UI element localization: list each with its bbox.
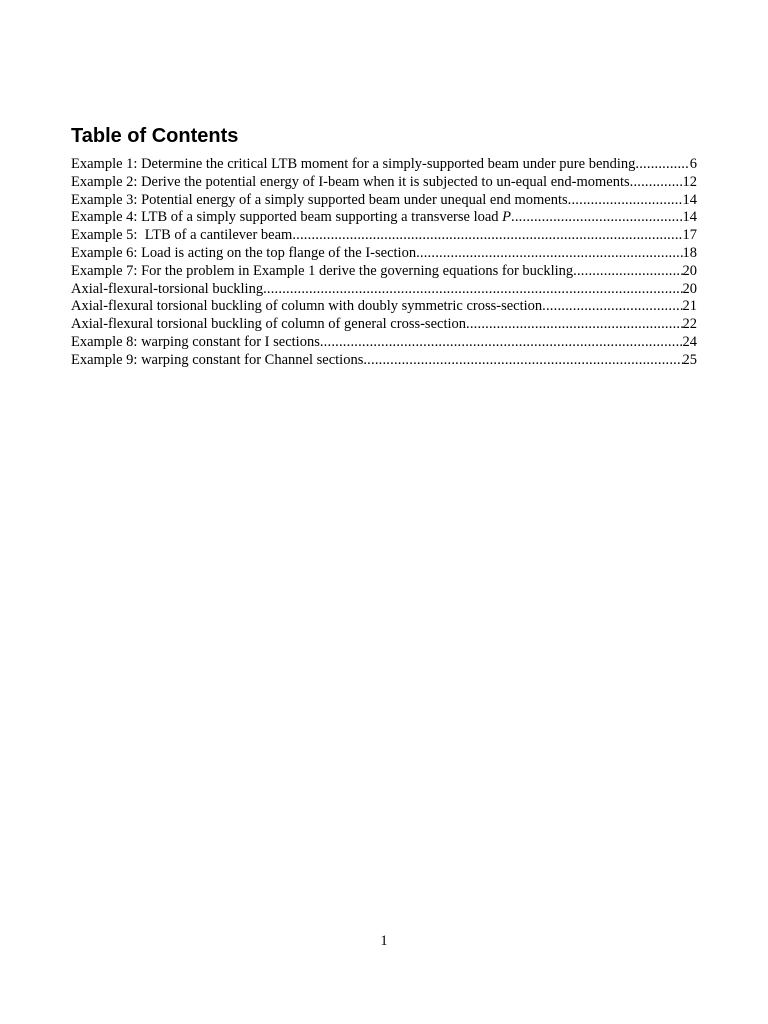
toc-dot-leader <box>511 209 682 227</box>
toc-entry-label: Axial-flexural-torsional buckling <box>71 280 264 297</box>
toc-entry-label: Example 1: Determine the critical LTB moment for a simply-supported beam under pure bending <box>71 156 636 172</box>
toc-entry-example-1[interactable] <box>71 156 697 174</box>
toc-entry-page: 20 <box>682 262 697 279</box>
toc-entry-label-text: Example 4: LTB of a simply supported beam supporting a transverse load <box>71 209 503 226</box>
toc-entry-doubly-symmetric-column[interactable] <box>71 298 697 316</box>
toc-dot-leader <box>416 245 682 263</box>
toc-dot-leader <box>573 263 682 281</box>
toc-entry-label-italic: P <box>502 209 512 226</box>
toc-entry-page: 24 <box>682 333 697 350</box>
toc-entry-label: Example 6: Load is acting on the top flange of the I-section <box>71 244 417 261</box>
page-number: 1 <box>380 933 388 949</box>
toc-entry-general-cross-section-column[interactable] <box>71 316 697 334</box>
toc-dot-leader <box>568 192 683 210</box>
toc-entry-example-3[interactable] <box>71 192 697 210</box>
toc-entry-example-8[interactable] <box>71 334 697 352</box>
toc-list <box>71 156 697 370</box>
toc-entry-axial-flexural-torsional-buckling[interactable] <box>71 281 697 299</box>
toc-dot-leader <box>363 352 682 370</box>
toc-dot-leader <box>635 156 689 174</box>
toc-entry-page: 25 <box>682 351 697 368</box>
toc-entry-example-5[interactable] <box>71 227 697 245</box>
toc-entry-label: Axial-flexural torsional buckling of column of general cross-section <box>71 316 467 333</box>
toc-entry-example-7[interactable] <box>71 263 697 281</box>
toc-entry-page: 12 <box>682 173 697 190</box>
toc-entry-example-9[interactable] <box>71 352 697 370</box>
toc-entry-page: 6 <box>689 156 697 172</box>
toc-entry-page: 21 <box>682 298 697 315</box>
toc-entry-page: 17 <box>682 227 697 244</box>
toc-dot-leader <box>466 316 682 334</box>
toc-entry-page: 22 <box>682 316 697 333</box>
toc-entry-page: 18 <box>682 244 697 261</box>
toc-entry-example-6[interactable] <box>71 245 697 263</box>
toc-entry-label: Example 3: Potential energy of a simply supported beam under unequal end moments <box>71 191 568 208</box>
toc-dot-leader <box>320 334 683 352</box>
toc-entry-label: Example 2: Derive the potential energy of I-beam when it is subjected to un-equal end-moments <box>71 173 630 190</box>
toc-entry-page: 14 <box>682 191 697 208</box>
toc-entry-label: Example 9: warping constant for Channel sections <box>71 351 364 368</box>
toc-dot-leader <box>542 298 682 316</box>
toc-entry-page: 14 <box>682 209 697 226</box>
toc-entry-label: Example 7: For the problem in Example 1 derive the governing equations for buckling <box>71 262 574 279</box>
toc-entry-label: Example 8: warping constant for I sections <box>71 333 320 350</box>
toc-entry-label <box>71 209 511 227</box>
toc-entry-label: Example 5: LTB of a cantilever beam <box>71 227 293 244</box>
toc-title: Table of Contents <box>71 125 239 147</box>
toc-entry-page: 20 <box>682 280 697 297</box>
toc-dot-leader <box>630 174 683 192</box>
toc-dot-leader <box>263 281 682 299</box>
toc-entry-example-4[interactable] <box>71 209 697 227</box>
toc-entry-example-2[interactable] <box>71 174 697 192</box>
toc-dot-leader <box>292 227 682 245</box>
toc-entry-label: Axial-flexural torsional buckling of column with doubly symmetric cross-section <box>71 298 543 315</box>
